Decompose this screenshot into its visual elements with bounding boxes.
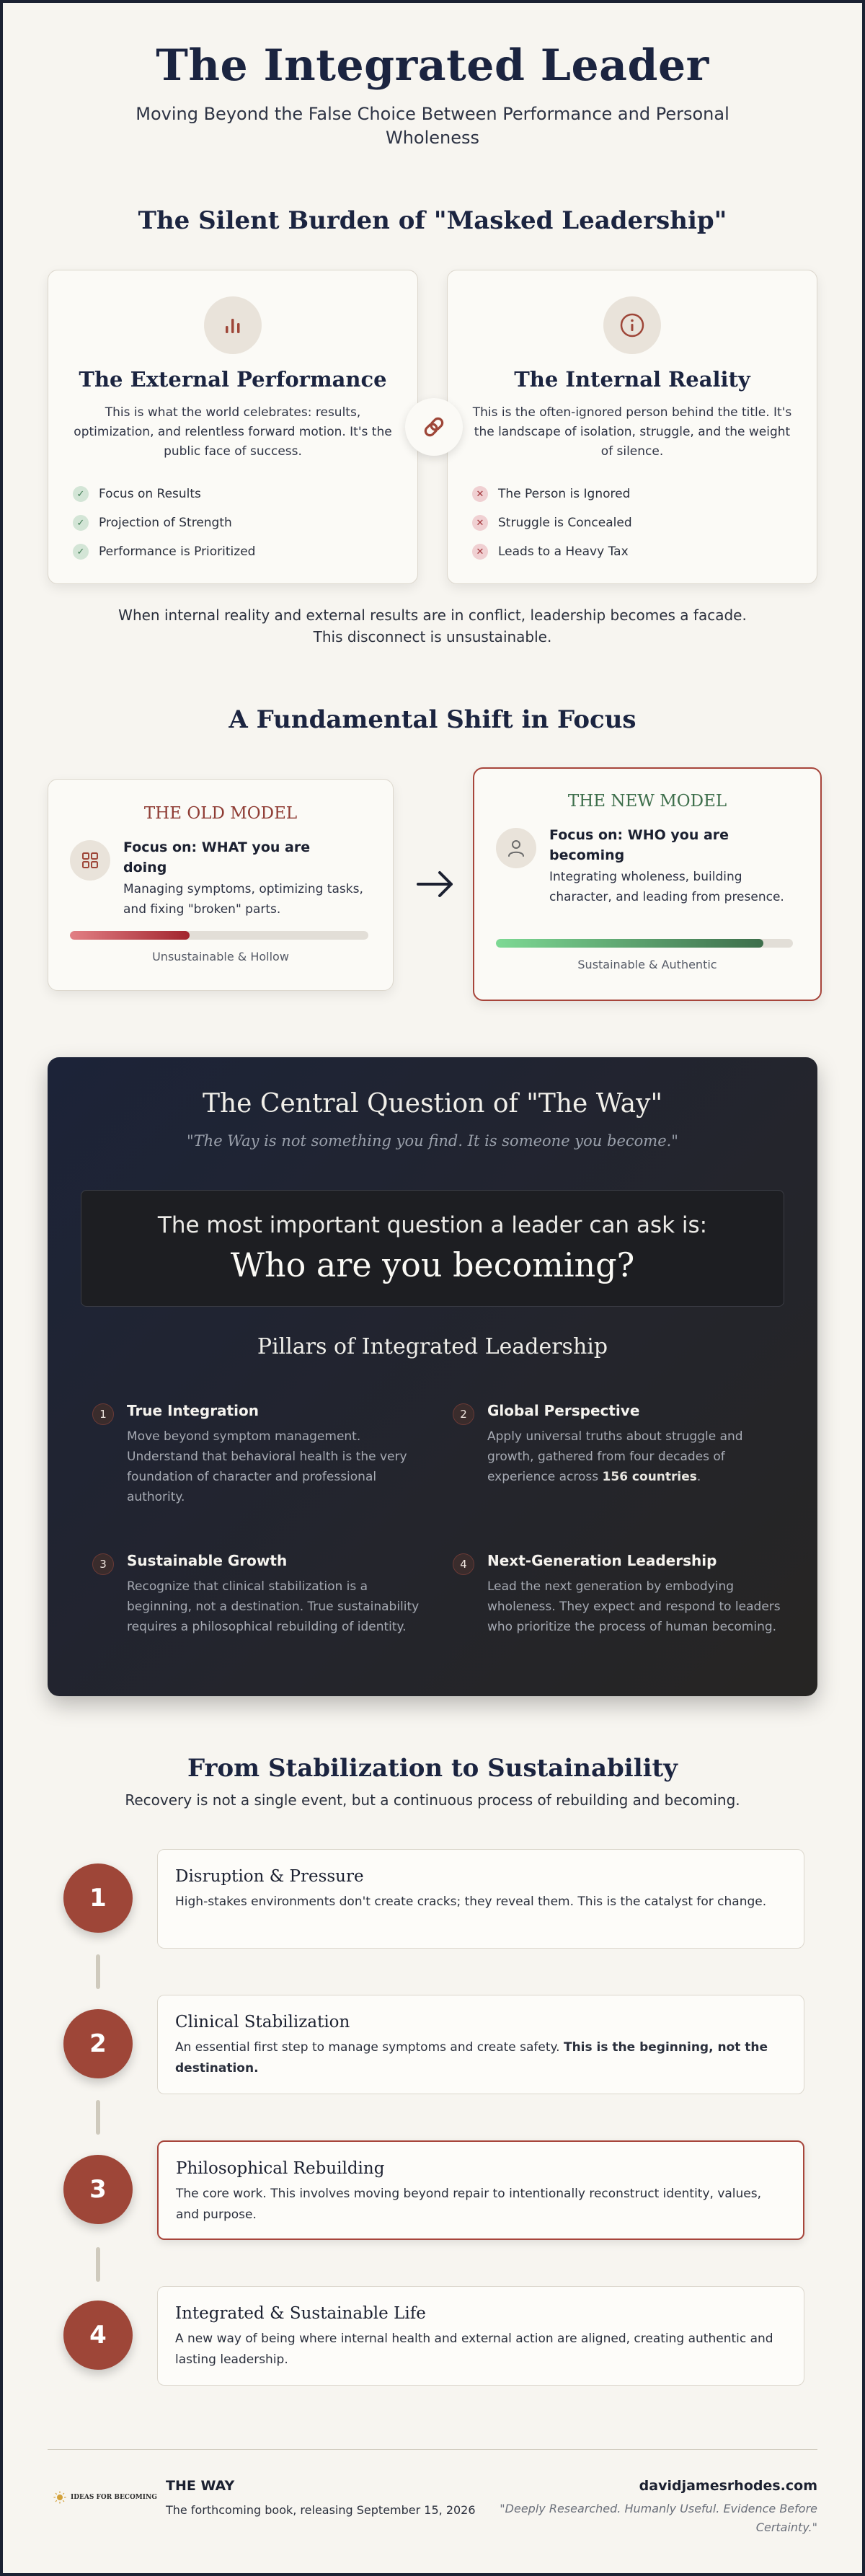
old-model-bar-label: Unsustainable & Hollow: [152, 950, 289, 963]
pillar-title: Sustainable Growth: [127, 1552, 288, 1569]
list-item: ✕ Struggle is Concealed: [472, 508, 632, 537]
new-model-focus: Focus on: WHO you are becoming: [549, 827, 729, 863]
old-model-focus: Focus on: WHAT you are doing: [123, 839, 311, 875]
pillar-text: Lead the next generation by embodying wholeness. They expect and respond to leaders who prioritize the process of human becoming.: [487, 1579, 781, 1634]
new-model-progress-fill: [496, 939, 763, 948]
x-icon: ✕: [472, 515, 488, 531]
pillar-title: Global Perspective: [487, 1402, 640, 1419]
book-title: THE WAY: [166, 2478, 235, 2494]
external-list: [73, 480, 255, 566]
bar-chart-icon: [204, 296, 262, 354]
pillar-title: Next-Generation Leadership: [487, 1552, 717, 1569]
pillar-text: Recognize that clinical stabilization is a beginning, not a destination. True sustainability requires a philosophical rebuilding of identity.: [127, 1579, 420, 1634]
step-text: An essential first step to manage symptoms and create safety. This is the beginning, not the destination.: [175, 2040, 768, 2076]
external-card-text: This is what the world celebrates: results, optimization, and relentless forward motion. It's the public face of success.: [74, 405, 392, 459]
new-model-card: [473, 767, 822, 1001]
pillar-number: 1: [92, 1403, 114, 1425]
central-question-panel: [48, 1057, 817, 1696]
check-icon: ✓: [73, 486, 89, 502]
info-icon: [603, 296, 661, 354]
way-quote: "The Way is not something you find. It is someone you become.": [187, 1132, 678, 1150]
step-title: Philosophical Rebuilding: [176, 2159, 385, 2178]
pillar-title: True Integration: [127, 1402, 259, 1419]
question-box: [81, 1190, 784, 1307]
central-question: Who are you becoming?: [230, 1245, 635, 1284]
page-subtitle: Moving Beyond the False Choice Between Performance and Personal Wholeness: [136, 104, 729, 148]
internal-list: [472, 480, 632, 566]
link-icon: [405, 398, 463, 456]
step-number: 1: [63, 1863, 133, 1933]
x-icon: ✕: [472, 486, 488, 502]
step-title: Clinical Stabilization: [175, 2013, 350, 2032]
check-icon: ✓: [73, 544, 89, 560]
pillar-number: 4: [453, 1553, 474, 1575]
check-icon: ✓: [73, 515, 89, 531]
arrow-right-icon: [414, 863, 457, 906]
shift-section-title: A Fundamental Shift in Focus: [229, 705, 636, 734]
list-item: ✕ Leads to a Heavy Tax: [472, 537, 632, 566]
list-item: ✓ Projection of Strength: [73, 508, 255, 537]
internal-reality-card: [447, 270, 817, 584]
central-question-title: The Central Question of "The Way": [202, 1089, 662, 1119]
step-card: [157, 1995, 804, 2094]
step-connector: [96, 2100, 100, 2135]
step-title: Integrated & Sustainable Life: [175, 2304, 426, 2323]
step-text: The core work. This involves moving beyond repair to intentionally reconstruct identity, values, and purpose.: [176, 2187, 762, 2222]
step-text: A new way of being where internal health and external action are aligned, creating authentic and lasting leadership.: [175, 2332, 773, 2367]
new-model-progress: [496, 939, 793, 948]
book-description: The forthcoming book, releasing September 15, 2026: [166, 2503, 476, 2517]
list-item: ✕ The Person is Ignored: [472, 480, 632, 508]
pillar-text: Apply universal truths about struggle and growth, gathered from four decades of experience across 156 countries.: [487, 1429, 743, 1484]
sun-icon: [53, 2491, 66, 2504]
new-model-label: THE NEW MODEL: [567, 792, 727, 811]
step-title: Disruption & Pressure: [175, 1867, 364, 1886]
website-link[interactable]: davidjamesrhodes.com: [639, 2478, 817, 2494]
grid-icon: [70, 840, 110, 881]
step-card: [157, 1849, 804, 1949]
pillars-title: Pillars of Integrated Leadership: [257, 1334, 608, 1359]
step-number: 2: [63, 2009, 133, 2078]
pillar-number: 3: [92, 1553, 114, 1575]
burden-section-title: The Silent Burden of "Masked Leadership": [138, 206, 727, 235]
list-item: ✓ Performance is Prioritized: [73, 537, 255, 566]
x-icon: ✕: [472, 544, 488, 560]
old-model-desc: Managing symptoms, optimizing tasks, and fixing "broken" parts.: [123, 882, 363, 917]
step-connector: [96, 1954, 100, 1989]
step-connector: [96, 2247, 100, 2282]
user-icon: [496, 828, 536, 868]
old-model-card: [48, 779, 394, 991]
question-intro: The most important question a leader can ask is:: [157, 1212, 708, 1238]
step-number: 3: [63, 2155, 133, 2224]
footer-divider: [48, 2449, 817, 2450]
journey-section-title: From Stabilization to Sustainability: [187, 1754, 678, 1783]
old-model-progress: [70, 931, 368, 940]
external-performance-card: [48, 270, 418, 584]
external-card-title: The External Performance: [79, 367, 387, 392]
step-text: High-stakes environments don't create cracks; they reveal them. This is the catalyst for change.: [175, 1894, 767, 1909]
step-card-highlighted: [157, 2140, 804, 2240]
old-model-progress-fill: [70, 931, 190, 940]
step-card: [157, 2286, 804, 2386]
journey-subtitle: Recovery is not a single event, but a continuous process of rebuilding and becoming.: [125, 1791, 740, 1809]
new-model-bar-label: Sustainable & Authentic: [577, 958, 717, 971]
new-model-desc: Integrating wholeness, building character, and leading from presence.: [549, 870, 784, 904]
list-item: ✓ Focus on Results: [73, 480, 255, 508]
step-number: 4: [63, 2301, 133, 2370]
footer-tagline: "Deeply Researched. Humanly Useful. Evidence Before Certainty.": [500, 2502, 817, 2534]
brand-logo[interactable]: [53, 2491, 157, 2504]
conflict-statement: When internal reality and external results are in conflict, leadership becomes a facade. This disconnect is unsustainable.: [118, 606, 747, 645]
internal-card-text: This is the often-ignored person behind the title. It's the landscape of isolation, struggle, and the weight of silence.: [472, 405, 792, 459]
pillar-text: Move beyond symptom management. Understand that behavioral health is the very foundation of character and professional authority.: [127, 1429, 407, 1504]
pillar-number: 2: [453, 1403, 474, 1425]
old-model-label: THE OLD MODEL: [143, 804, 298, 823]
internal-card-title: The Internal Reality: [514, 367, 750, 392]
logo-text: IDEAS FOR BECOMING: [71, 2494, 157, 2501]
page-title: The Integrated Leader: [156, 40, 709, 91]
